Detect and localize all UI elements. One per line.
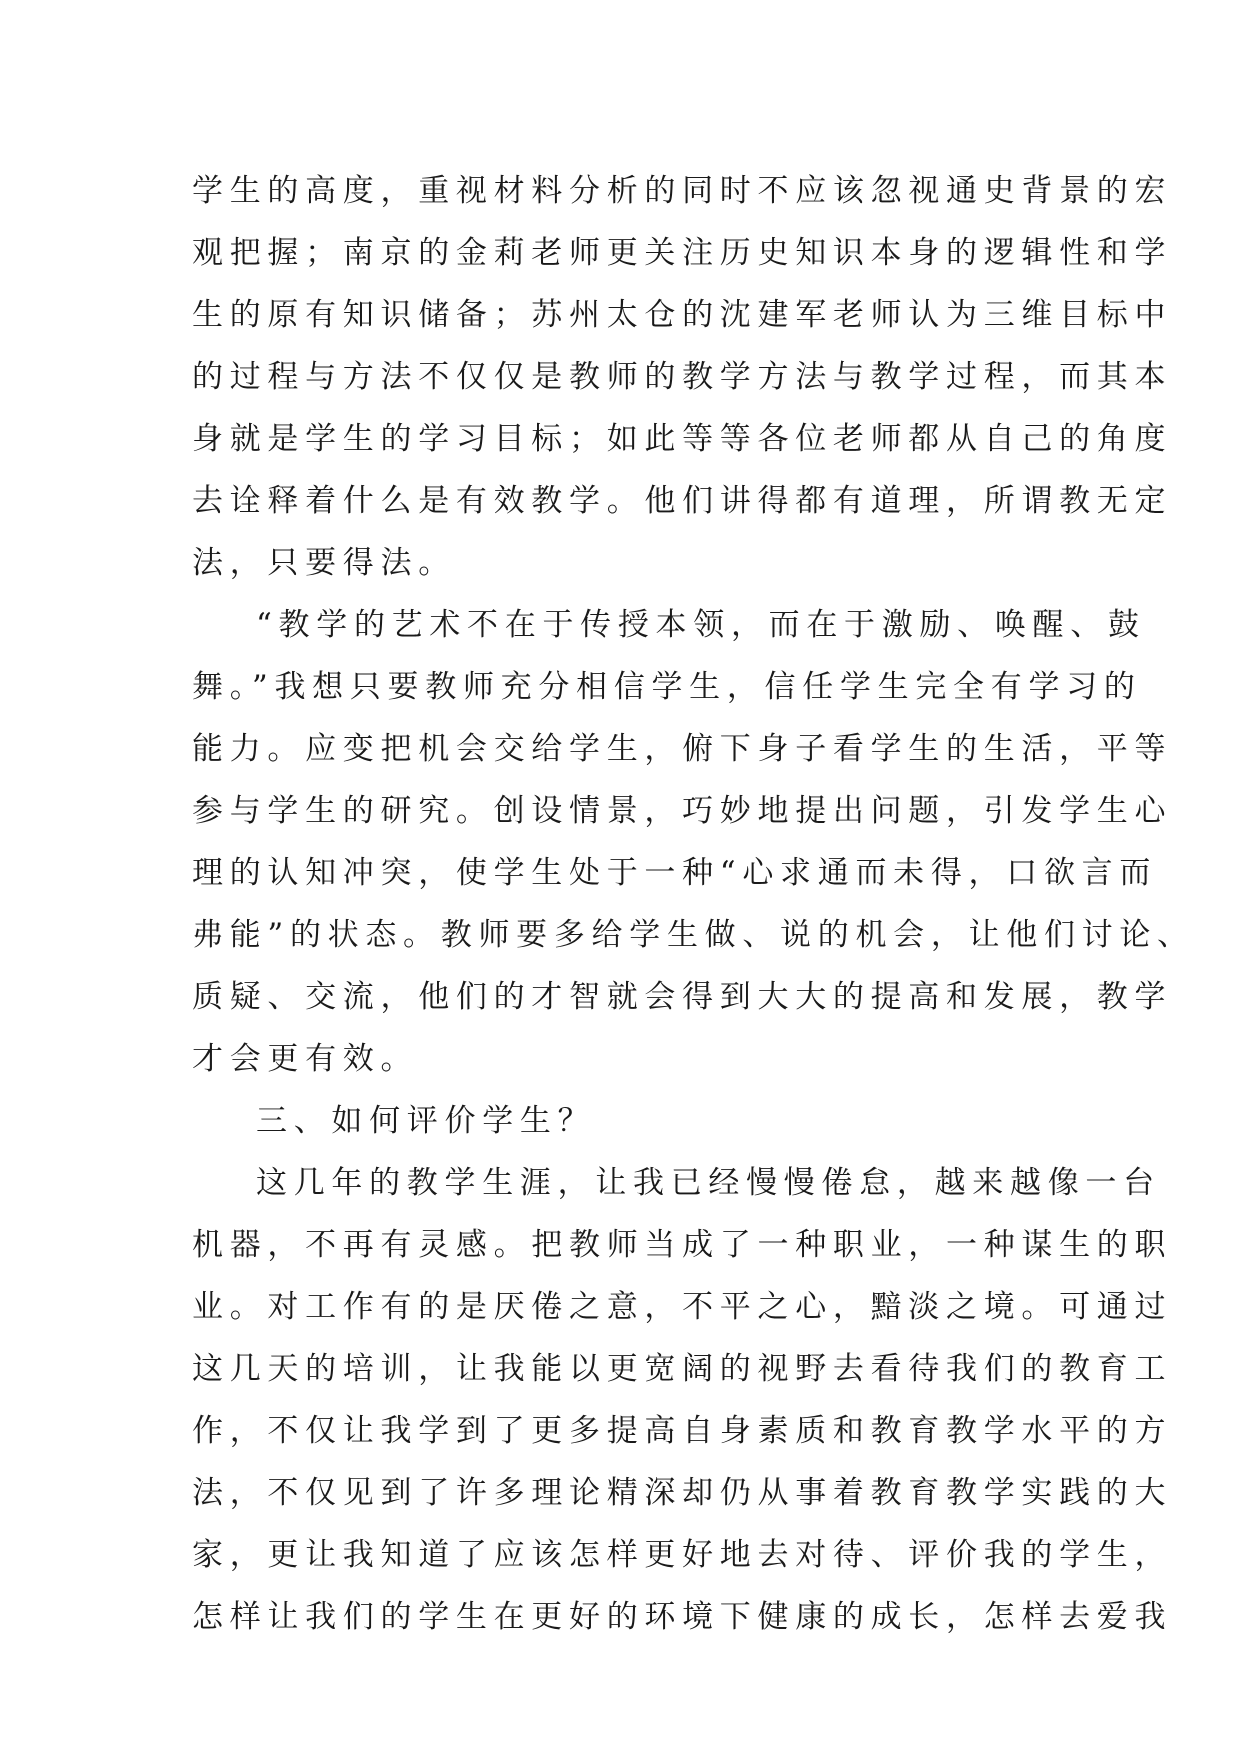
text-line: 弗能”的状态。教师要多给学生做、说的机会，让他们讨论、	[192, 917, 1195, 953]
text-line: 质疑、交流，他们的才智就会得到大大的提高和发展，教学	[192, 979, 1173, 1015]
text-line: 观把握；南京的金莉老师更关注历史知识本身的逻辑性和学	[192, 235, 1173, 271]
paragraph-first-line: “教学的艺术不在于传授本领，而在于激励、唤醒、鼓	[256, 607, 1146, 643]
text-line: 生的原有知识储备；苏州太仓的沈建军老师认为三维目标中	[192, 297, 1173, 333]
text-line: 参与学生的研究。创设情景，巧妙地提出问题，引发学生心	[192, 793, 1173, 829]
text-line: 法，不仅见到了许多理论精深却仍从事着教育教学实践的大	[192, 1475, 1173, 1511]
text-line: 机器，不再有灵感。把教师当成了一种职业，一种谋生的职	[192, 1227, 1173, 1263]
section-heading: 三、如何评价学生？	[256, 1103, 596, 1139]
text-line: 理的认知冲突，使学生处于一种“心求通而未得，口欲言而	[192, 855, 1158, 891]
text-line: 才会更有效。	[192, 1041, 419, 1077]
document-body	[192, 160, 1195, 1648]
text-line: 作，不仅让我学到了更多提高自身素质和教育教学水平的方	[192, 1413, 1173, 1449]
text-line: 业。对工作有的是厌倦之意，不平之心，黯淡之境。可通过	[192, 1289, 1173, 1325]
text-line: 的过程与方法不仅仅是教师的教学方法与教学过程，而其本	[192, 359, 1173, 395]
text-line: 身就是学生的学习目标；如此等等各位老师都从自己的角度	[192, 421, 1173, 457]
text-line: 家，更让我知道了应该怎样更好地去对待、评价我的学生，	[192, 1537, 1173, 1573]
text-line: 去诠释着什么是有效教学。他们讲得都有道理，所谓教无定	[192, 483, 1173, 519]
text-line: 舞。”我想只要教师充分相信学生，信任学生完全有学习的	[192, 669, 1142, 705]
paragraph-first-line: 这几年的教学生涯，让我已经慢慢倦怠，越来越像一台	[256, 1165, 1161, 1201]
text-line: 怎样让我们的学生在更好的环境下健康的成长，怎样去爱我	[192, 1599, 1173, 1635]
text-line: 能力。应变把机会交给学生，俯下身子看学生的生活，平等	[192, 731, 1173, 767]
text-line: 法，只要得法。	[192, 545, 456, 581]
text-line: 这几天的培训，让我能以更宽阔的视野去看待我们的教育工	[192, 1351, 1173, 1387]
text-line: 学生的高度，重视材料分析的同时不应该忽视通史背景的宏	[192, 173, 1173, 209]
